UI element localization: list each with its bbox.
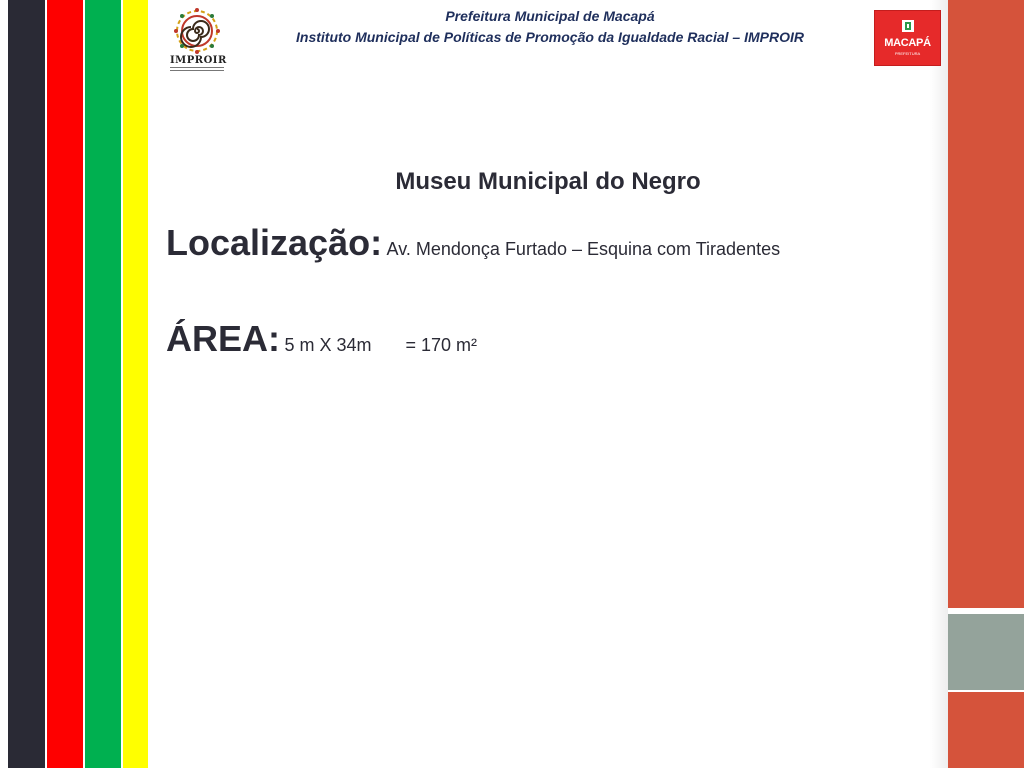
area-row	[166, 318, 477, 360]
slide-title: Museu Municipal do Negro	[395, 168, 701, 195]
location-row	[166, 222, 780, 264]
spiral-emblem-icon	[174, 8, 220, 54]
right-bar-red-bottom	[948, 692, 1024, 768]
location-value: Av. Mendonça Furtado – Esquina com Tiradentes	[386, 239, 781, 259]
improir-fine-print	[170, 67, 224, 73]
prefeitura-mark-icon	[901, 19, 915, 33]
stripe-dark	[8, 0, 45, 768]
header	[230, 6, 870, 48]
stripe-yellow	[123, 0, 148, 768]
improir-logo	[168, 8, 228, 74]
improir-brand-text: IMPROIR	[170, 55, 227, 66]
macapa-logo	[874, 10, 941, 66]
stripe-green	[85, 0, 121, 768]
area-label: ÁREA:	[166, 318, 280, 359]
macapa-brand-text: MACAPÁ	[884, 37, 931, 49]
header-line-instituto: Instituto Municipal de Políticas de Promoção da Igualdade Racial – IMPROIR	[296, 29, 804, 45]
area-total: = 170 m²	[405, 335, 478, 355]
left-border-white	[0, 0, 8, 768]
right-bar-red-top	[948, 0, 1024, 608]
location-label: Localização:	[166, 222, 383, 263]
right-shadow	[930, 0, 948, 768]
stripe-red	[47, 0, 83, 768]
right-bar-gray	[948, 614, 1024, 690]
header-line-prefeitura: Prefeitura Municipal de Macapá	[445, 8, 655, 24]
area-dimensions: 5 m X 34m	[284, 335, 372, 355]
macapa-sub-text: PREFEITURA	[894, 51, 921, 56]
